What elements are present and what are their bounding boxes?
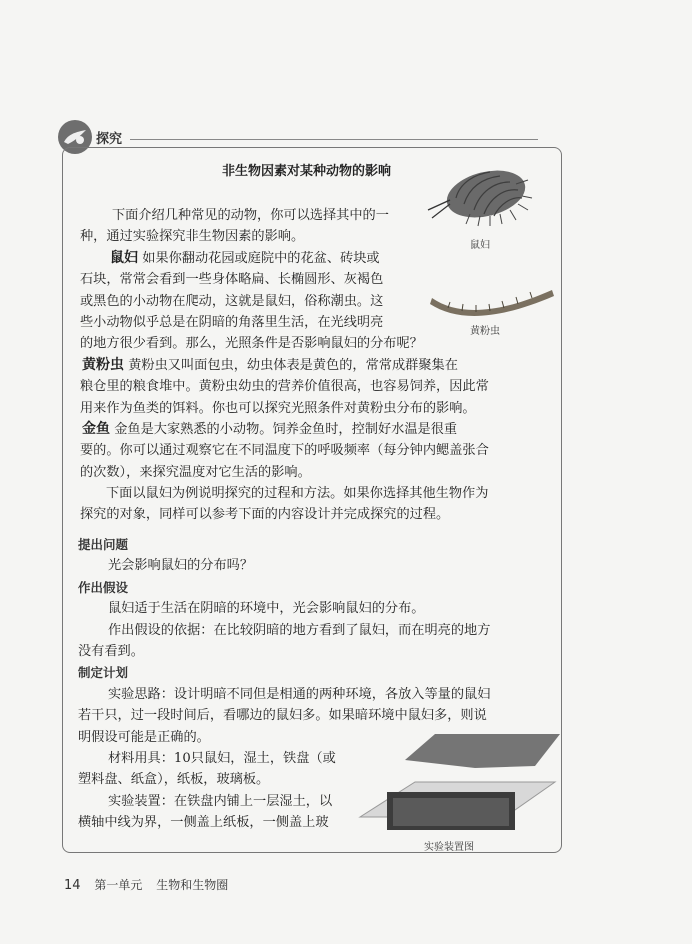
unit-label: 第一单元 <box>94 878 143 892</box>
text-line: 塑料盘、纸盒），纸板，玻璃板。 <box>78 772 270 788</box>
text-line: 粮仓里的粮食堆中。黄粉虫幼虫的营养价值很高，也容易饲养，因此常 <box>80 379 489 395</box>
text-line: 光会影响鼠妇的分布吗？ <box>108 558 254 574</box>
text-line: 探究的对象，同样可以参考下面的内容设计并完成探究的过程。 <box>80 507 450 523</box>
text-line: 石块，常常会看到一些身体略扁、长椭圆形、灰褐色 <box>80 272 384 288</box>
pillbug-caption: 鼠妇 <box>470 240 490 251</box>
text-line: 作出假设的依据：在比较阴暗的地方看到了鼠妇，而在明亮的地方 <box>108 622 491 638</box>
body-text <box>80 205 550 526</box>
text-line: 实验思路：设计明暗不同但是相通的两种环境，各放入等量的鼠妇 <box>108 686 491 702</box>
textbook-page: 探究 非生物因素对某种动物的影响 鼠妇 黄粉虫 实验装置图 下面介绍几种常见的动物，你可以选择其中的一 种，通过实验探究非生物因素的影响。 鼠妇 如果你翻动花园或庭院中的花盆、砖块或 石块，常常会看到一些身体略扁、长椭圆形、灰褐色 或黑色的小动物在爬动，这就是鼠妇，俗称潮虫。这 些小动物似乎总是在阴暗的角落里生活，在光线明亮 的地方很少看到。那么，光照条件是否影响鼠妇的分布呢？ 黄粉虫 黄粉虫又叫面包虫，幼虫体表是黄色的，常常成群聚集在 粮仓里的粮食堆中。黄粉虫幼虫的营养价值很高，也容易饲养，因此常 用来作为鱼类的饵料。你也可以探究光照条件对黄粉虫分布的影响。 金鱼 金鱼是大家熟悉的小动物。饲养金鱼时，控制好水温是很重 要的。你可以通过观察它在不同温度下的呼吸频率（每分钟内鳃盖张合 的次数），来探究温度对它生活的影响。 下面以鼠妇为例说明探究的过程和方法。如果你选择其他生物作为 探究的对象，同样可以参考下面的内容设计并完成探究的过程。 提出问题 光会影响鼠妇的分布吗？ 作出假设 鼠妇适于生活在阴暗的环境中，光会影响鼠妇的分布。 作出假设的依据：在比较阴暗的地方看到了鼠妇，而在明亮的地方 没有看到。 制定计划 实验思路：设计明暗不同但是相通的两种环境，各放入等量的鼠妇 若干只，过一段时间后，看哪边的鼠妇多。如果暗环境中鼠妇多，则说 明假设可能是正确的。 材料用具：10只鼠妇，湿土，铁盘（或 塑料盘、纸盒），纸板，玻璃板。 实验装置：在铁盘内铺上一层湿土，以 横轴中线为界，一侧盖上纸板，一侧盖上玻 14 第一单元 生物和生物圈 <box>0 0 692 944</box>
text-line: 下面以鼠妇为例说明探究的过程和方法。如果你选择其他生物作为 <box>106 486 489 502</box>
text-line: 种，通过实验探究非生物因素的影响。 <box>80 229 305 245</box>
page-number: 14 <box>64 878 81 893</box>
text-line: 实验装置：在铁盘内铺上一层湿土，以 <box>108 793 333 809</box>
text-line: 没有看到。 <box>78 643 144 659</box>
keyword-goldfish: 金鱼 <box>82 420 110 437</box>
text-line: 鼠妇适于生活在阴暗的环境中，光会影响鼠妇的分布。 <box>108 601 425 617</box>
text-line: 明假设可能是正确的。 <box>78 729 210 745</box>
text-line: 材料用具：10只鼠妇，湿土，铁盘（或 <box>108 750 336 766</box>
page-footer <box>64 876 238 893</box>
heading-question: 提出问题 <box>78 537 129 552</box>
section-label: 探究 <box>96 131 123 147</box>
text-line: 的次数），来探究温度对它生活的影响。 <box>80 464 311 480</box>
text-line: 或黑色的小动物在爬动，这就是鼠妇，俗称潮虫。这 <box>80 293 384 309</box>
text-line: 要的。你可以通过观察它在不同温度下的呼吸频率（每分钟内鳃盖张合 <box>80 443 489 459</box>
text-line: 用来作为鱼类的饵料。你也可以探究光照条件对黄粉虫分布的影响。 <box>80 400 476 416</box>
text-line: 鼠妇 如果你翻动花园或庭院中的花盆、砖块或 <box>110 249 380 266</box>
steps-text <box>78 534 548 833</box>
text-line: 黄粉虫 黄粉虫又叫面包虫，幼虫体表是黄色的，常常成群聚集在 <box>82 356 458 373</box>
text-line: 横轴中线为界，一侧盖上纸板，一侧盖上玻 <box>78 815 329 831</box>
text-line: 下面介绍几种常见的动物，你可以选择其中的一 <box>112 208 389 223</box>
mealworm-caption: 黄粉虫 <box>470 326 500 337</box>
heading-plan: 制定计划 <box>78 665 129 681</box>
text-line: 的地方很少看到。那么，光照条件是否影响鼠妇的分布呢？ <box>80 336 423 352</box>
heading-hypothesis: 作出假设 <box>78 579 129 595</box>
section-divider <box>130 139 538 140</box>
unit-title: 生物和生物圈 <box>156 878 229 892</box>
apparatus-caption: 实验装置图 <box>424 842 474 853</box>
keyword-pillbug: 鼠妇 <box>110 249 138 266</box>
text-line: 些小动物似乎总是在阴暗的角落里生活，在光线明亮 <box>80 314 384 330</box>
text-line: 金鱼 金鱼是大家熟悉的小动物。饲养金鱼时，控制好水温是很重 <box>82 420 458 437</box>
text-line: 若干只，过一段时间后，看哪边的鼠妇多。如果暗环境中鼠妇多，则说 <box>78 708 487 724</box>
keyword-mealworm: 黄粉虫 <box>82 356 124 373</box>
